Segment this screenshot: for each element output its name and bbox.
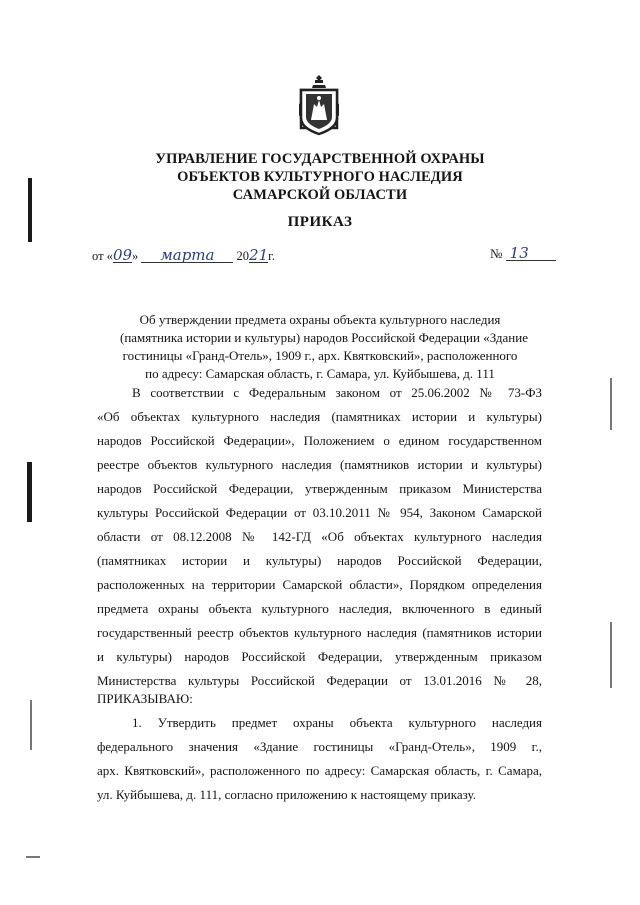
order-date [92,248,275,264]
subject-line-3: гостиницы «Гранд-Отель», 1909 г., арх. Квятковский», расположенного [122,348,518,363]
body-line-17: арх. Квятковский», расположенного по адресу: Самарская область, г. Самара, [97,763,542,778]
scan-mark-right-2 [610,622,612,688]
body-line-5: народов Российской Федерации, утвержденным приказом Министерства [97,481,542,496]
scan-mark-left-4 [26,856,40,858]
subject-line-1: Об утверждении предмета охраны объекта культурного наследия [139,312,501,327]
body-line-3: народов Российской Федерации», Положением о едином государственном [97,433,542,448]
body-line-4: реестре объектов культурного наследия (памятников истории и культуры) [97,457,542,472]
body-line-18: ул. Куйбышева, д. 111, согласно приложению к настоящему приказу. [97,787,476,802]
body-line-7: области от 08.12.2008 № 142-ГД «Об объектах культурного наследия [97,529,542,544]
subject-line-4: по адресу: Самарская область, г. Самара, ул. Куйбышева, д. 111 [145,366,495,381]
document-title: ПРИКАЗ [287,214,353,230]
scan-mark-right-1 [610,378,612,430]
scan-mark-left-1 [28,178,32,242]
date-month: марта [141,248,233,263]
body-line-11: государственный реестр объектов культурного наследия (памятников истории [97,625,542,640]
order-subject [120,311,528,383]
date-year-mark: г. [268,249,275,263]
scan-mark-left-3 [30,700,32,750]
body-line-12: и культуры) народов Российской Федерации, утвержденным приказом [97,649,542,664]
order-number [490,246,556,262]
scan-mark-left-2 [27,462,32,522]
body-line-10: предмета охраны объекта культурного наследия, включенного в единый [97,601,542,616]
number-label: № [490,246,503,261]
body-line-16: федерального значения «Здание гостиницы «Гранд-Отель», 1909 г., [97,739,542,754]
body-line-1: В соответствии с Федеральным законом от 25.06.2002 № 73-ФЗ [132,385,542,400]
subject-line-2: (памятника истории и культуры) народов Российской Федерации «Здание [120,330,528,345]
body-line-2: «Об объектах культурного наследия (памятниках истории и культуры) [97,409,542,424]
body-line-9: расположенных на территории Самарской области», Порядком определения [97,577,542,592]
body-line-15: 1. Утвердить предмет охраны объекта культурного наследия [132,715,542,730]
date-quote-close: » [132,249,139,263]
date-year-suffix: 21 [249,246,269,264]
date-year-prefix: 20 [236,249,250,263]
body-line-13: Министерства культуры Российской Федерации от 13.01.2016 № 28, [97,673,542,688]
agency-name [0,150,640,204]
body-line-8: (памятниках истории и культуры) народов Российской Федерации, [97,553,542,568]
coat-of-arms-emblem [297,74,341,136]
date-day: 09 [112,246,133,264]
date-prefix: от « [92,249,113,263]
agency-line-1: УПРАВЛЕНИЕ ГОСУДАРСТВЕННОЙ ОХРАНЫ [155,151,485,167]
agency-line-2: ОБЪЕКТОВ КУЛЬТУРНОГО НАСЛЕДИЯ [177,169,463,185]
agency-line-3: САМАРСКОЙ ОБЛАСТИ [232,187,408,203]
number-value: 13 [506,246,556,261]
body-line-6: культуры Российской Федерации от 03.10.2011 № 954, Законом Самарской [97,505,542,520]
body-line-14: ПРИКАЗЫВАЮ: [97,691,193,706]
